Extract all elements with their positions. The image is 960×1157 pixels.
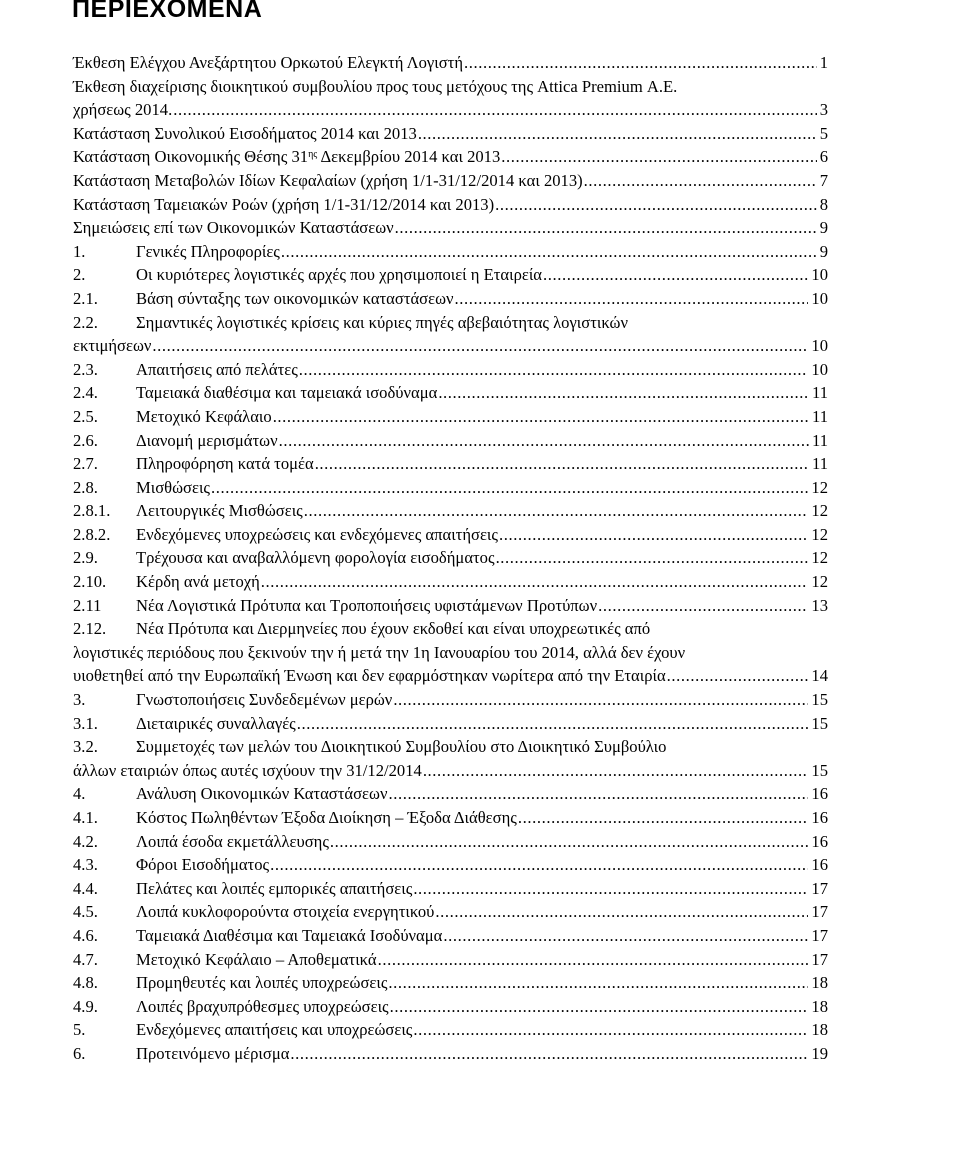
toc-entry-title: Λοιπά κυκλοφορούντα στοιχεία ενεργητικού	[136, 902, 435, 922]
toc-entry-page-number: 11	[812, 454, 828, 474]
dot-leader	[299, 358, 809, 382]
toc-entry-page-number: 10	[811, 359, 828, 379]
dot-leader	[443, 924, 808, 948]
toc-entry-number: 4.5.	[73, 902, 98, 922]
dot-leader	[378, 948, 809, 972]
toc-entry-number: 2.9.	[73, 548, 98, 568]
toc-entry[interactable]	[73, 216, 828, 240]
toc-entry-number: 4.7.	[73, 949, 98, 969]
toc-entry[interactable]	[73, 452, 828, 476]
dot-leader	[413, 877, 808, 901]
dot-leader	[152, 334, 808, 358]
dot-leader	[455, 287, 809, 311]
toc-entry-title: Απαιτήσεις από πελάτες	[136, 359, 298, 379]
toc-entry-number: 2.11	[73, 595, 102, 615]
toc-entry[interactable]	[73, 688, 828, 712]
toc-entry[interactable]	[73, 169, 828, 193]
toc-entry-number: 2.	[73, 265, 86, 285]
toc-entry-page-number: 12	[811, 524, 828, 544]
toc-entry-number: 2.2.	[73, 312, 98, 332]
toc-entry-number: 2.6.	[73, 430, 98, 450]
toc-entry-number: 2.4.	[73, 383, 98, 403]
toc-entry[interactable]	[73, 546, 828, 570]
toc-entry-number: 4.	[73, 784, 86, 804]
dot-leader	[496, 546, 809, 570]
toc-entry[interactable]	[73, 51, 828, 75]
toc-entry-page-number: 10	[811, 336, 828, 356]
dot-leader	[518, 806, 809, 830]
toc-entry-number: 2.1.	[73, 288, 98, 308]
toc-entry[interactable]	[73, 429, 828, 453]
toc-entry-title: Μετοχικό Κεφάλαιο – Αποθεματικά	[136, 949, 377, 969]
toc-entry-title: Έκθεση διαχείρισης διοικητικού συμβουλίου προς τους μετόχους της Attica Premium Α.Ε.	[73, 76, 678, 96]
dot-leader	[435, 900, 808, 924]
toc-entry[interactable]	[73, 405, 828, 429]
toc-entry[interactable]	[73, 971, 828, 995]
dot-leader	[395, 216, 817, 240]
toc-entry-number: 6.	[73, 1043, 86, 1063]
dot-leader	[495, 193, 817, 217]
toc-entry-page-number: 12	[811, 477, 828, 497]
toc-entry[interactable]	[73, 900, 828, 924]
toc-entry-number: 4.8.	[73, 973, 98, 993]
toc-entry[interactable]	[73, 98, 828, 122]
toc-entry-title: Ενδεχόμενες απαιτήσεις και υποχρεώσεις	[136, 1020, 413, 1040]
toc-entry-number: 2.8.	[73, 477, 98, 497]
toc-entry-page-number: 16	[811, 808, 828, 827]
toc-entry-page-number: 7	[819, 170, 828, 190]
toc-entry-title: Σημειώσεις επί των Οικονομικών Καταστάσεων	[73, 218, 394, 238]
toc-entry[interactable]	[73, 499, 828, 523]
dot-leader	[584, 169, 817, 193]
toc-entry-number: 4.1.	[73, 808, 98, 827]
toc-entry-number: 2.3.	[73, 359, 98, 379]
table-of-contents	[73, 51, 828, 1066]
toc-entry-number: 3.1.	[73, 713, 98, 733]
toc-entry[interactable]	[73, 334, 828, 358]
toc-entry-page-number: 11	[812, 406, 828, 426]
toc-entry-page-number: 15	[811, 713, 828, 733]
toc-entry[interactable]	[73, 759, 828, 783]
dot-leader	[438, 381, 809, 405]
toc-entry-title: Κατάσταση Ταμειακών Ροών (χρήση 1/1-31/12/2014 και 2013)	[73, 194, 495, 214]
toc-entry-title: Πελάτες και λοιπές εμπορικές απαιτήσεις	[136, 878, 413, 898]
toc-entry[interactable]	[73, 193, 828, 217]
toc-entry-page-number: 17	[811, 925, 828, 945]
toc-entry[interactable]	[73, 617, 828, 641]
toc-entry-number: 4.3.	[73, 855, 98, 875]
toc-entry-page-number: 16	[811, 784, 828, 804]
dot-leader	[261, 570, 809, 594]
toc-entry[interactable]	[73, 853, 828, 877]
toc-entry-title: υιοθετηθεί από την Ευρωπαϊκή Ένωση και δεν εφαρμόστηκαν νωρίτερα από την Εταιρία	[73, 666, 666, 686]
dot-leader	[464, 51, 817, 75]
toc-entry[interactable]	[73, 735, 828, 759]
toc-entry-title: Κόστος Πωληθέντων Έξοδα Διοίκηση – Έξοδα Διάθεσης	[136, 808, 517, 827]
dot-leader	[499, 523, 808, 547]
toc-entry[interactable]	[73, 263, 828, 287]
toc-entry-title: Γενικές Πληροφορίες	[136, 241, 280, 261]
toc-entry-title: Νέα Λογιστικά Πρότυπα και Τροποποιήσεις υφιστάμενων Προτύπων	[136, 595, 598, 615]
toc-entry[interactable]	[73, 311, 828, 335]
toc-entry[interactable]	[73, 924, 828, 948]
toc-entry-page-number: 18	[811, 1020, 828, 1040]
toc-entry-page-number: 16	[811, 831, 828, 851]
toc-entry[interactable]	[73, 995, 828, 1019]
toc-entry-page-number: 17	[811, 878, 828, 898]
toc-entry[interactable]	[73, 1018, 828, 1042]
dot-leader	[413, 1018, 808, 1042]
toc-entry-page-number: 3	[819, 100, 828, 120]
toc-entry[interactable]	[73, 877, 828, 901]
toc-entry-title: χρήσεως 2014.	[73, 100, 173, 120]
toc-entry[interactable]	[73, 240, 828, 264]
toc-entry-page-number: 19	[811, 1043, 828, 1063]
dot-leader	[393, 688, 808, 712]
toc-entry-title: λογιστικές περιόδους που ξεκινούν την ή μετά την 1η Ιανουαρίου του 2014, αλλά δεν έχουν	[73, 642, 686, 662]
toc-entry-number: 2.8.1.	[73, 501, 111, 521]
dot-leader	[501, 145, 816, 169]
dot-leader	[173, 98, 816, 122]
dot-leader	[290, 1042, 808, 1066]
toc-entry-title: Κατάσταση Μεταβολών Ιδίων Κεφαλαίων (χρήση 1/1-31/12/2014 και 2013)	[73, 170, 583, 190]
dot-leader	[667, 664, 809, 688]
dot-leader	[315, 452, 809, 476]
toc-entry-page-number: 12	[811, 548, 828, 568]
toc-entry-title: Ενδεχόμενες υποχρεώσεις και ενδεχόμενες απαιτήσεις	[136, 524, 498, 544]
toc-entry-number: 1.	[73, 241, 86, 261]
toc-entry-number: 3.2.	[73, 737, 98, 757]
toc-entry-page-number: 17	[811, 949, 828, 969]
toc-entry-title: άλλων εταιριών όπως αυτές ισχύουν την 31/12/2014	[73, 760, 422, 780]
toc-entry-page-number: 8	[819, 194, 828, 214]
dot-leader	[543, 263, 808, 287]
toc-entry-page-number: 11	[812, 383, 828, 403]
dot-leader	[418, 122, 817, 146]
toc-entry-number: 2.5.	[73, 406, 98, 426]
toc-entry-title: Λοιπές βραχυπρόθεσμες υποχρεώσεις	[136, 996, 389, 1016]
toc-entry-number: 2.12.	[73, 619, 107, 639]
toc-entry[interactable]	[73, 145, 828, 169]
dot-leader	[330, 830, 808, 854]
toc-entry[interactable]	[73, 476, 828, 500]
toc-heading: ΠΕΡΙΕΧΟΜΕΝΑ	[72, 0, 263, 23]
toc-entry-title: Μισθώσεις	[136, 477, 210, 497]
toc-entry-page-number: 12	[811, 572, 828, 592]
toc-entry[interactable]	[73, 523, 828, 547]
toc-entry-page-number: 17	[811, 902, 828, 922]
dot-leader	[281, 240, 817, 264]
toc-entry-number: 4.4.	[73, 878, 98, 898]
toc-entry-title: Λοιπά έσοδα εκμετάλλευσης	[136, 831, 329, 851]
toc-entry-page-number: 18	[811, 973, 828, 993]
toc-entry[interactable]	[73, 381, 828, 405]
toc-entry[interactable]	[73, 830, 828, 854]
toc-entry-number: 2.10.	[73, 572, 107, 592]
toc-entry-title: Ταμειακά Διαθέσιμα και Ταμειακά Ισοδύναμα	[136, 925, 443, 945]
toc-entry-page-number: 12	[811, 501, 828, 521]
toc-entry-title-part: Δεκεμβρίου 2014 και 2013	[317, 147, 501, 167]
ordinal-superscript: ης	[308, 149, 318, 161]
toc-entry[interactable]	[73, 948, 828, 972]
toc-entry[interactable]	[73, 122, 828, 146]
toc-entry-title: Έκθεση Ελέγχου Ανεξάρτητου Ορκωτού Ελεγκτή Λογιστή	[73, 53, 464, 72]
toc-entry[interactable]	[73, 664, 828, 688]
toc-entry-title: Κέρδη ανά μετοχή	[136, 572, 260, 592]
toc-entry-page-number: 15	[811, 760, 828, 780]
toc-entry[interactable]	[73, 712, 828, 736]
toc-entry-title: Μετοχικό Κεφάλαιο	[136, 406, 272, 426]
toc-entry[interactable]	[73, 782, 828, 806]
toc-entry-page-number: 9	[819, 241, 828, 261]
toc-entry-page-number: 6	[819, 147, 828, 167]
dot-leader	[388, 782, 808, 806]
toc-entry-page-number: 13	[811, 595, 828, 615]
toc-entry-page-number: 18	[811, 996, 828, 1016]
toc-entry-title: Διεταιρικές συναλλαγές	[136, 713, 296, 733]
toc-entry[interactable]	[73, 570, 828, 594]
toc-entry-title: Προτεινόμενο μέρισμα	[136, 1043, 290, 1063]
toc-entry-title: Βάση σύνταξης των οικονομικών καταστάσεων	[136, 288, 454, 308]
dot-leader	[279, 429, 809, 453]
toc-entry-page-number: 14	[811, 666, 828, 686]
toc-entry-title	[73, 145, 500, 169]
toc-entry-title: Σημαντικές λογιστικές κρίσεις και κύριες πηγές αβεβαιότητας λογιστικών	[136, 312, 628, 332]
toc-entry[interactable]	[73, 287, 828, 311]
toc-entry-title: Κατάσταση Συνολικού Εισοδήματος 2014 και 2013	[73, 123, 417, 143]
toc-entry-number: 5.	[73, 1020, 86, 1040]
toc-entry-title: Ταμειακά διαθέσιμα και ταμειακά ισοδύναμα	[136, 383, 438, 403]
toc-entry-page-number: 15	[811, 690, 828, 710]
toc-entry-title: Πληροφόρηση κατά τομέα	[136, 454, 314, 474]
toc-entry-title: Ανάλυση Οικονομικών Καταστάσεων	[136, 784, 388, 804]
toc-entry-title: Διανομή μερισμάτων	[136, 430, 278, 450]
toc-entry[interactable]	[73, 594, 828, 618]
toc-entry-number: 2.7.	[73, 454, 98, 474]
toc-entry-page-number: 1	[819, 53, 828, 72]
toc-entry-title: Λειτουργικές Μισθώσεις	[136, 501, 303, 521]
dot-leader	[423, 759, 809, 783]
toc-entry-title: Οι κυριότερες λογιστικές αρχές που χρησιμοποιεί η Εταιρεία	[136, 265, 542, 285]
toc-entry-number: 2.8.2.	[73, 524, 111, 544]
toc-entry-page-number: 16	[811, 855, 828, 875]
toc-entry-title: Φόροι Εισοδήματος	[136, 855, 270, 875]
dot-leader	[390, 995, 809, 1019]
dot-leader	[270, 853, 808, 877]
dot-leader	[598, 594, 808, 618]
toc-entry-title: Νέα Πρότυπα και Διερμηνείες που έχουν εκδοθεί και είναι υποχρεωτικές από	[136, 619, 651, 639]
toc-entry-page-number: 11	[812, 430, 828, 450]
dot-leader	[211, 476, 808, 500]
dot-leader	[273, 405, 809, 429]
toc-entry-page-number: 9	[819, 218, 828, 238]
toc-entry-number: 4.2.	[73, 831, 98, 851]
toc-entry-page-number: 10	[811, 265, 828, 285]
toc-entry-title: εκτιμήσεων	[73, 336, 152, 356]
toc-entry-title: Συμμετοχές των μελών του Διοικητικού Συμβουλίου στο Διοικητικό Συμβούλιο	[136, 737, 667, 757]
toc-entry[interactable]	[73, 75, 828, 99]
toc-entry-number: 4.9.	[73, 996, 98, 1016]
dot-leader	[297, 712, 809, 736]
toc-entry[interactable]	[73, 358, 828, 382]
toc-entry[interactable]	[73, 1042, 828, 1066]
toc-entry-page-number: 10	[811, 288, 828, 308]
toc-entry-title: Τρέχουσα και αναβαλλόμενη φορολογία εισοδήματος	[136, 548, 495, 568]
toc-entry-title-part: Κατάσταση Οικονομικής Θέσης 31	[73, 147, 309, 167]
toc-entry[interactable]	[73, 806, 828, 830]
dot-leader	[304, 499, 809, 523]
toc-entry-title: Προμηθευτές και λοιπές υποχρεώσεις	[136, 973, 388, 993]
toc-entry-title: Γνωστοποιήσεις Συνδεδεμένων μερών	[136, 690, 393, 710]
dot-leader	[388, 971, 808, 995]
toc-entry-number: 3.	[73, 690, 86, 710]
toc-entry[interactable]	[73, 641, 828, 665]
toc-entry-number: 4.6.	[73, 925, 98, 945]
toc-entry-page-number: 5	[819, 123, 828, 143]
